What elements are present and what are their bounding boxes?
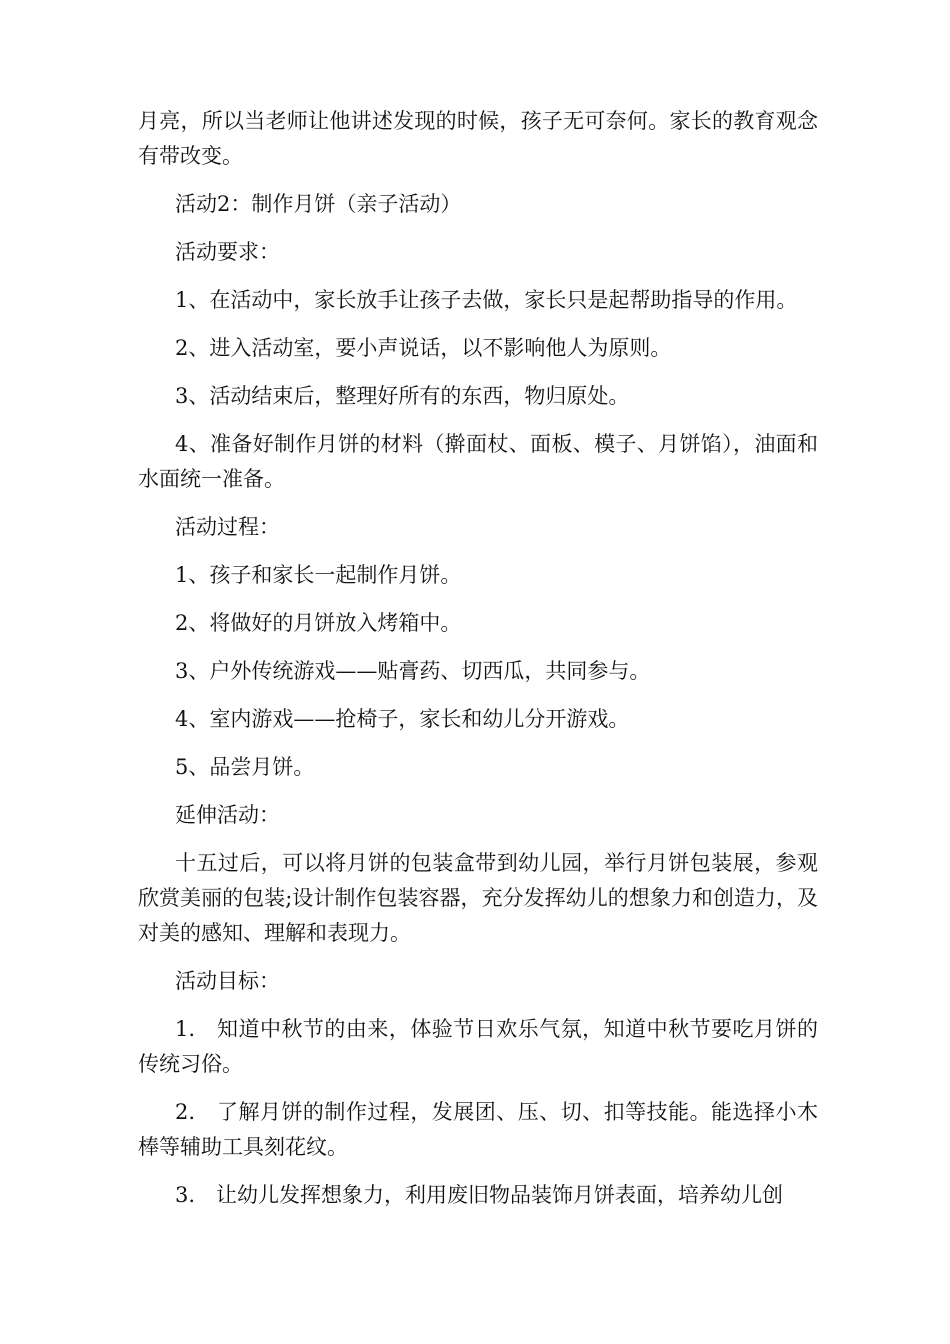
requirement-item-2: 2、进入活动室，要小声说话，以不影响他人为原则。: [175, 336, 672, 360]
extension-activity-paragraph: 十五过后，可以将月饼的包装盒带到幼儿园，举行月饼包装展，参观欣赏美丽的包装;设计制作包装容器，充分发挥幼儿的想象力和创造力，及对美的感知、理解和表现力。: [138, 851, 818, 945]
process-item-4: 4、室内游戏——抢椅子，家长和幼儿分开游戏。: [175, 707, 630, 731]
requirement-item-4: 4、准备好制作月饼的材料（擀面杖、面板、模子、月饼馅），油面和水面统一准备。: [138, 432, 818, 491]
paragraph-continuation: 月亮，所以当老师让他讲述发现的时候，孩子无可奈何。家长的教育观念有带改变。: [138, 109, 818, 168]
process-item-5: 5、品尝月饼。: [175, 755, 315, 779]
activity-goals-heading: 活动目标：: [175, 969, 280, 993]
activity-requirements-heading: 活动要求：: [175, 240, 280, 264]
process-item-1: 1、孩子和家长一起制作月饼。: [175, 563, 462, 587]
process-item-2: 2、将做好的月饼放入烤箱中。: [175, 611, 462, 635]
goal-item-1: 1. 知道中秋节的由来，体验节日欢乐气氛，知道中秋节要吃月饼的传统习俗。: [138, 1017, 818, 1076]
activity-process-heading: 活动过程：: [175, 515, 280, 539]
document-body: [138, 104, 818, 1226]
activity-2-heading: 活动2：制作月饼（亲子活动）: [175, 192, 462, 216]
requirement-item-1: 1、在活动中，家长放手让孩子去做，家长只是起帮助指导的作用。: [175, 288, 798, 312]
process-item-3: 3、户外传统游戏——贴膏药、切西瓜，共同参与。: [175, 659, 651, 683]
goal-item-3: 3. 让幼儿发挥想象力，利用废旧物品装饰月饼表面，培养幼儿创: [175, 1183, 784, 1207]
extension-activity-heading: 延伸活动：: [175, 803, 280, 827]
goal-item-2: 2. 了解月饼的制作过程，发展团、压、切、扣等技能。能选择小木棒等辅助工具刻花纹。: [138, 1100, 818, 1159]
requirement-item-3: 3、活动结束后，整理好所有的东西，物归原处。: [175, 384, 630, 408]
